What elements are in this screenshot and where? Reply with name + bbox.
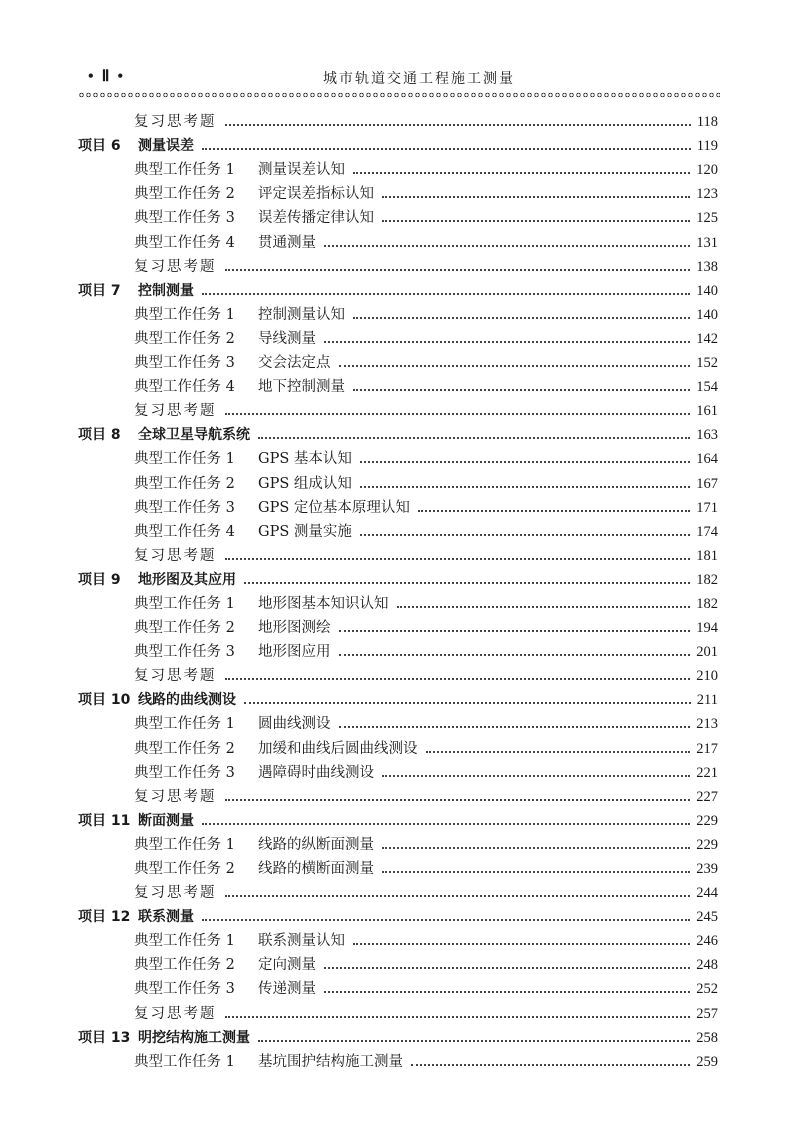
page-ref: 174 <box>696 523 718 540</box>
page-ref: 123 <box>696 186 718 203</box>
entry-title: 联系测量 <box>138 909 194 926</box>
task-number: 典型工作任务 2 <box>134 330 235 347</box>
toc-project-entry[interactable] <box>78 279 718 303</box>
toc-entry-label <box>134 206 374 230</box>
toc-task-entry[interactable] <box>78 953 718 977</box>
page-ref: 142 <box>696 330 718 347</box>
toc-task-entry[interactable] <box>78 736 718 760</box>
entry-title: 地形图及其应用 <box>138 571 236 588</box>
toc-project-entry[interactable] <box>78 809 718 833</box>
project-number: 项目 11 <box>78 812 131 829</box>
page-ref: 221 <box>696 764 718 781</box>
toc-entry-label <box>134 1002 217 1026</box>
toc-entry-label <box>134 785 217 809</box>
toc-entry-label <box>78 809 194 833</box>
entry-title: 全球卫星导航系统 <box>138 427 250 444</box>
dot-leader <box>353 315 690 319</box>
toc-review-entry[interactable] <box>78 399 718 423</box>
toc-task-entry[interactable] <box>78 327 718 351</box>
dot-leader <box>360 459 690 463</box>
dot-leader <box>382 773 690 777</box>
entry-title: 圆曲线测设 <box>258 716 331 733</box>
entry-title: GPS 定位基本原理认知 <box>258 499 410 516</box>
toc-entry-label <box>134 857 374 881</box>
toc-task-entry[interactable] <box>78 929 718 953</box>
task-number: 典型工作任务 1 <box>134 595 235 612</box>
toc-project-entry[interactable] <box>78 423 718 447</box>
page-ref: 217 <box>696 740 718 757</box>
entry-title: 复习思考题 <box>134 547 217 564</box>
entry-title: 复习思考题 <box>134 788 217 805</box>
dot-leader <box>426 749 691 753</box>
dot-leader <box>353 387 690 391</box>
toc-review-entry[interactable] <box>78 1001 718 1025</box>
entry-title: 地下控制测量 <box>258 379 345 396</box>
task-number: 典型工作任务 2 <box>134 620 235 637</box>
entry-title: 测量误差 <box>138 138 194 155</box>
page-ref: 182 <box>696 571 718 588</box>
page-ref: 161 <box>696 403 718 420</box>
task-number: 典型工作任务 2 <box>134 957 235 974</box>
dot-leader <box>353 941 690 945</box>
toc-entry-label <box>134 616 331 640</box>
entry-title: 复习思考题 <box>134 668 217 685</box>
page-ref: 259 <box>696 1053 718 1070</box>
page-ref: 211 <box>696 692 718 709</box>
toc-project-entry[interactable] <box>78 134 718 158</box>
dot-leader <box>324 965 690 969</box>
toc-task-entry[interactable] <box>78 496 718 520</box>
toc-task-entry[interactable] <box>78 1050 718 1074</box>
dot-leader <box>324 339 690 343</box>
project-number: 项目 13 <box>78 1029 131 1046</box>
page-ref: 119 <box>696 138 718 155</box>
toc-task-entry[interactable] <box>78 158 718 182</box>
page-ref: 244 <box>696 885 718 902</box>
toc-task-entry[interactable] <box>78 833 718 857</box>
toc-entry-label <box>134 520 352 544</box>
entry-title: 断面测量 <box>138 812 194 829</box>
entry-title: 评定误差指标认知 <box>258 186 374 203</box>
dot-leader <box>202 291 690 295</box>
entry-title: 交会法定点 <box>258 355 331 372</box>
toc-entry-label <box>134 737 418 761</box>
dot-leader <box>244 700 691 704</box>
toc-entry-label <box>134 953 316 977</box>
toc-entry-label <box>78 1026 250 1050</box>
toc-entry-label <box>134 351 331 375</box>
project-number: 项目 9 <box>78 571 121 588</box>
entry-title: GPS 基本认知 <box>258 451 352 468</box>
toc-review-entry[interactable] <box>78 664 718 688</box>
page-ref: 118 <box>696 114 718 131</box>
task-number: 典型工作任务 1 <box>134 716 235 733</box>
task-number: 典型工作任务 3 <box>134 499 235 516</box>
dot-leader <box>339 363 691 367</box>
toc-entry-label <box>134 182 374 206</box>
task-number: 典型工作任务 1 <box>134 1053 235 1070</box>
toc-task-entry[interactable] <box>78 206 718 230</box>
toc-entry-label <box>134 327 316 351</box>
entry-title: 地形图应用 <box>258 644 331 661</box>
task-number: 典型工作任务 1 <box>134 933 235 950</box>
toc-review-entry[interactable] <box>78 881 718 905</box>
toc-entry-label <box>134 833 374 857</box>
dot-leader <box>382 218 690 222</box>
page-ref: 125 <box>696 210 718 227</box>
toc-task-entry[interactable] <box>78 230 718 254</box>
project-number: 项目 8 <box>78 427 121 444</box>
toc-task-entry[interactable] <box>78 351 718 375</box>
entry-title: 测量误差认知 <box>258 162 345 179</box>
page-header <box>78 66 720 88</box>
toc-entry-label <box>134 303 345 327</box>
toc-entry-label <box>78 134 194 158</box>
page-number: • Ⅱ • <box>88 68 126 85</box>
toc-task-entry[interactable] <box>78 447 718 471</box>
table-of-contents <box>78 110 718 1074</box>
dot-leader <box>225 267 691 271</box>
project-number: 项目 7 <box>78 282 121 299</box>
entry-title: 地形图基本知识认知 <box>258 595 389 612</box>
entry-title: 线路的纵断面测量 <box>258 836 374 853</box>
dot-leader <box>258 1038 690 1042</box>
entry-title: 复习思考题 <box>134 885 217 902</box>
dot-leader <box>360 484 690 488</box>
toc-entry-label <box>134 375 345 399</box>
toc-entry-label <box>134 472 352 496</box>
page-ref: 229 <box>696 812 718 829</box>
entry-title: 贯通测量 <box>258 234 316 251</box>
task-number: 典型工作任务 2 <box>134 475 235 492</box>
task-number: 典型工作任务 3 <box>134 355 235 372</box>
page-ref: 140 <box>696 282 718 299</box>
page-ref: 181 <box>696 547 718 564</box>
page-ref: 164 <box>696 451 718 468</box>
task-number: 典型工作任务 3 <box>134 644 235 661</box>
dot-leader <box>411 1062 690 1066</box>
dot-leader <box>225 122 691 126</box>
dot-leader <box>225 676 691 680</box>
task-number: 典型工作任务 1 <box>134 451 235 468</box>
task-number: 典型工作任务 3 <box>134 210 235 227</box>
toc-project-entry[interactable] <box>78 905 718 929</box>
task-number: 典型工作任务 2 <box>134 186 235 203</box>
entry-title: GPS 组成认知 <box>258 475 352 492</box>
dot-leader <box>258 435 690 439</box>
entry-title: 联系测量认知 <box>258 933 345 950</box>
dot-leader <box>353 170 690 174</box>
toc-review-entry[interactable] <box>78 785 718 809</box>
page-ref: 210 <box>696 668 718 685</box>
entry-title: 明挖结构施工测量 <box>138 1029 250 1046</box>
project-number: 项目 10 <box>78 692 131 709</box>
page-ref: 163 <box>696 427 718 444</box>
toc-project-entry[interactable] <box>78 1026 718 1050</box>
toc-entry-label <box>134 881 217 905</box>
page-ref: 171 <box>696 499 718 516</box>
dot-leader <box>360 532 690 536</box>
toc-task-entry[interactable] <box>78 761 718 785</box>
toc-task-entry[interactable] <box>78 303 718 327</box>
task-number: 典型工作任务 1 <box>134 162 235 179</box>
toc-entry-label <box>134 110 217 134</box>
toc-review-entry[interactable] <box>78 110 718 134</box>
entry-title: 控制测量认知 <box>258 306 345 323</box>
page-ref: 258 <box>696 1029 718 1046</box>
header-rule <box>78 92 720 98</box>
dot-leader <box>418 508 690 512</box>
dot-leader <box>382 869 690 873</box>
toc-entry-label <box>134 255 217 279</box>
dot-leader <box>202 917 690 921</box>
page-ref: 138 <box>696 258 718 275</box>
toc-review-entry[interactable] <box>78 544 718 568</box>
toc-entry-label <box>78 568 236 592</box>
toc-project-entry[interactable] <box>78 568 718 592</box>
toc-task-entry[interactable] <box>78 616 718 640</box>
toc-entry-label <box>134 640 331 664</box>
page-ref: 213 <box>696 716 718 733</box>
page-ref: 245 <box>696 909 718 926</box>
page-ref: 194 <box>696 620 718 637</box>
task-number: 典型工作任务 2 <box>134 861 235 877</box>
dot-leader <box>339 652 691 656</box>
toc-entry-label <box>134 1050 403 1074</box>
entry-title: 复习思考题 <box>134 1005 217 1022</box>
entry-title: 线路的曲线测设 <box>138 692 236 709</box>
page-ref: 154 <box>696 379 718 396</box>
dot-leader <box>225 556 691 560</box>
page-ref: 239 <box>696 861 718 877</box>
task-number: 典型工作任务 1 <box>134 306 235 323</box>
toc-entry-label <box>134 929 345 953</box>
book-title: 城市轨道交通工程施工测量 <box>323 71 515 87</box>
page-ref: 252 <box>696 981 718 998</box>
toc-entry-label <box>134 712 331 736</box>
dot-leader <box>244 580 690 584</box>
toc-task-entry[interactable] <box>78 375 718 399</box>
page-ref: 248 <box>696 957 718 974</box>
project-number: 项目 12 <box>78 909 131 926</box>
entry-title: 加缓和曲线后圆曲线测设 <box>258 740 418 757</box>
toc-entry-label <box>134 544 217 568</box>
entry-title: 控制测量 <box>138 282 194 299</box>
entry-title: 导线测量 <box>258 330 316 347</box>
entry-title: 传递测量 <box>258 981 316 998</box>
task-number: 典型工作任务 4 <box>134 523 235 540</box>
toc-entry-label <box>78 688 236 712</box>
toc-entry-label <box>134 158 345 182</box>
dot-leader <box>225 411 691 415</box>
toc-task-entry[interactable] <box>78 640 718 664</box>
page-ref: 120 <box>696 162 718 179</box>
dot-leader <box>202 146 691 150</box>
dot-leader <box>324 989 690 993</box>
toc-entry-label <box>134 664 217 688</box>
task-number: 典型工作任务 4 <box>134 234 235 251</box>
toc-entry-label <box>134 399 217 423</box>
page-ref: 257 <box>696 1005 718 1022</box>
toc-entry-label <box>134 592 389 616</box>
page-ref: 131 <box>696 234 718 251</box>
entry-title: 复习思考题 <box>134 114 217 131</box>
dot-leader <box>339 724 691 728</box>
toc-task-entry[interactable] <box>78 857 718 881</box>
dot-leader <box>225 893 691 897</box>
page-ref: 182 <box>696 595 718 612</box>
toc-review-entry[interactable] <box>78 255 718 279</box>
page-ref: 140 <box>696 306 718 323</box>
entry-title: 误差传播定律认知 <box>258 210 374 227</box>
page-ref: 167 <box>696 475 718 492</box>
page-ref: 227 <box>696 788 718 805</box>
dot-leader <box>225 1014 691 1018</box>
toc-task-entry[interactable] <box>78 712 718 736</box>
toc-task-entry[interactable] <box>78 520 718 544</box>
dot-leader <box>202 821 690 825</box>
dot-leader <box>382 194 690 198</box>
task-number: 典型工作任务 1 <box>134 836 235 853</box>
page-ref: 152 <box>696 355 718 372</box>
dot-leader <box>324 243 690 247</box>
toc-entry-label <box>134 977 316 1001</box>
toc-entry-label <box>78 423 250 447</box>
toc-entry-label <box>134 231 316 255</box>
page-ref: 201 <box>696 644 718 661</box>
task-number: 典型工作任务 3 <box>134 764 235 781</box>
project-number: 项目 6 <box>78 138 121 155</box>
entry-title: 基坑围护结构施工测量 <box>258 1053 403 1070</box>
toc-project-entry[interactable] <box>78 688 718 712</box>
toc-entry-label <box>78 279 194 303</box>
toc-entry-label <box>78 905 194 929</box>
toc-task-entry[interactable] <box>78 977 718 1001</box>
toc-entry-label <box>134 447 352 471</box>
entry-title: GPS 测量实施 <box>258 523 352 540</box>
toc-entry-label <box>134 496 410 520</box>
toc-task-entry[interactable] <box>78 182 718 206</box>
entry-title: 定向测量 <box>258 957 316 974</box>
toc-entry-label <box>134 761 374 785</box>
task-number: 典型工作任务 4 <box>134 379 235 396</box>
entry-title: 线路的横断面测量 <box>258 861 374 877</box>
toc-task-entry[interactable] <box>78 471 718 495</box>
page-ref: 246 <box>696 933 718 950</box>
task-number: 典型工作任务 2 <box>134 740 235 757</box>
dot-leader <box>397 604 691 608</box>
entry-title: 地形图测绘 <box>258 620 331 637</box>
dot-leader <box>225 797 691 801</box>
page-ref: 229 <box>696 836 718 853</box>
dot-leader <box>382 845 690 849</box>
entry-title: 复习思考题 <box>134 258 217 275</box>
entry-title: 遇障碍时曲线测设 <box>258 764 374 781</box>
task-number: 典型工作任务 3 <box>134 981 235 998</box>
toc-task-entry[interactable] <box>78 592 718 616</box>
dot-leader <box>339 628 691 632</box>
entry-title: 复习思考题 <box>134 403 217 420</box>
